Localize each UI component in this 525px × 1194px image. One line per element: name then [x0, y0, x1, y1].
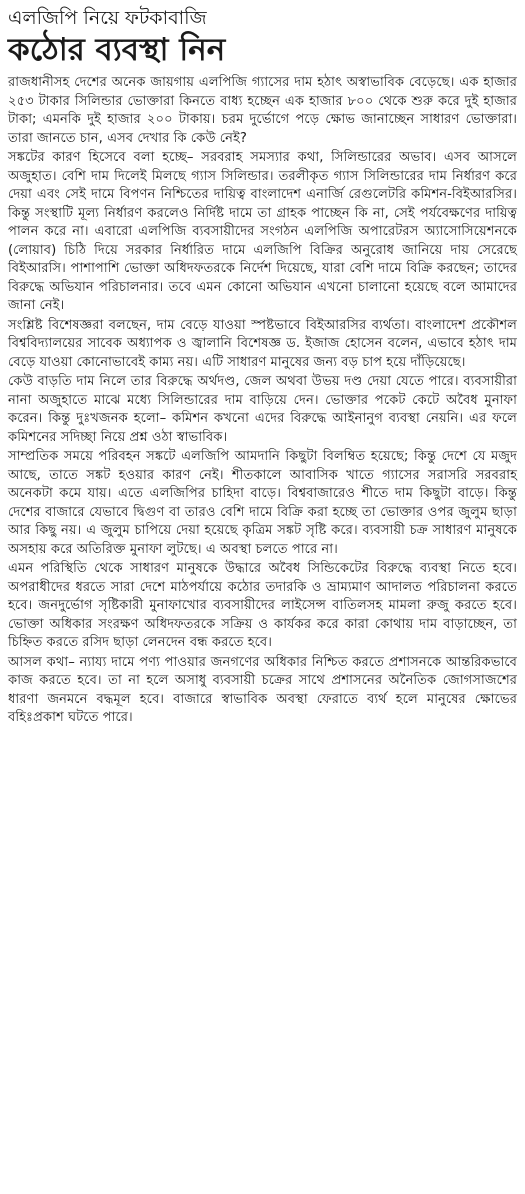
- article-paragraph-6: এমন পরিস্থিতি থেকে সাধারণ মানুষকে উদ্ধারে অবৈধ সিন্ডিকেটের বিরুদ্ধে ব্যবস্থা নিতে হবে। অপরাধীদের ধরতে সারা দেশে মাঠপর্যায়ে কঠোর তদারকি ও ভ্রাম্যমাণ আদালত পরিচালনা করতে হবে। জনদুর্ভোগ সৃষ্টিকারী মুনাফাখোর ব্যবসায়ীদের লাইসেন্স বাতিলসহ মামলা রুজু করতে হবে। ভোক্তা অধিকার সংরক্ষণ অধিদফতরকে সক্রিয় ও কার্যকর করে কারা কোথায় দাম বাড়াচ্ছেন, তা চিহ্নিত করতে রসিদ ছাড়া লেনদেন বন্ধ করতে হবে।: [8, 561, 517, 650]
- article-paragraph-7: আসল কথা– ন্যায্য দামে পণ্য পাওয়ার জনগণের অধিকার নিশ্চিত করতে প্রশাসনকে আন্তরিকভাবে কাজ করতে হবে। তা না হলে অসাধু ব্যবসায়ী চক্রের সাথে প্রশাসনের অনৈতিক জোগসাজশের ধারণা জনমনে বদ্ধমূল হবে। বাজারে স্বাভাবিক অবস্থা ফেরাতে ব্যর্থ হলে মানুষের ক্ষোভের বহিঃপ্রকাশ ঘটতে পারে।: [8, 654, 517, 725]
- article-paragraph-3: সংশ্লিষ্ট বিশেষজ্ঞরা বলছেন, দাম বেড়ে যাওয়া স্পষ্টভাবে বিইআরসির ব্যর্থতা। বাংলাদেশ প্রকৌশল বিশ্ববিদ্যালয়ের সাবেক অধ্যাপক ও জ্বালানি বিশেষজ্ঞ ড. ইজাজ হোসেন বলেন, এভাবে হঠাৎ দাম বেড়ে যাওয়া কোনোভাবেই কাম্য নয়। এটি সাধারণ মানুষের জন্য বড় চাপ হয়ে দাঁড়িয়েছে।: [8, 317, 517, 370]
- article-paragraph-1: রাজধানীসহ দেশের অনেক জায়গায় এলপিজি গ্যাসের দাম হঠাৎ অস্বাভাবিক বেড়েছে। এক হাজার ২৫৩ টাকার সিলিন্ডার ভোক্তারা কিনতে বাধ্য হচ্ছেন এক হাজার ৮০০ থেকে শুরু করে দুই হাজার টাকা; এমনকি দুই হাজার ২০০ টাকায়। চরম দুর্ভোগে পড়ে ক্ষোভ জানাচ্ছেন সাধারণ ভোক্তারা। তারা জানতে চান, এসব দেখার কি কেউ নেই?: [8, 75, 517, 146]
- article-body: [8, 74, 517, 728]
- article-kicker: এলজিপি নিয়ে ফটকাবাজি: [8, 7, 207, 29]
- article-paragraph-5: সাম্প্রতিক সময়ে পরিবহন সঙ্কটে এলজিপি আমদানি কিছুটা বিলম্বিত হয়েছে; কিন্তু দেশে যে মজুদ আছে, তাতে সঙ্কট হওয়ার কারণ নেই। শীতকালে আবাসিক খাতে গ্যাসের সরাসরি সরবরাহ অনেকটা কমে যায়। এতে এলজিপির চাহিদা বাড়ে। বিশ্ববাজারেও শীতে দাম কিছুটা বাড়ে। কিন্তু দেশের বাজারে যেভাবে দ্বিগুণ বা তারও বেশি দামে বিক্রি করা হচ্ছে তা ভোক্তার ওপর জুলুম ছাড়া আর কিছু নয়। এ জুলুম চাপিয়ে দেয়া হয়েছে কৃত্রিম সঙ্কট সৃষ্টি করে। ব্যবসায়ী চক্র সাধারণ মানুষকে অসহায় করে অতিরিক্ত মুনাফা লুটছে। এ অবস্থা চলতে পারে না।: [8, 449, 517, 557]
- article-paragraph-4: কেউ বাড়তি দাম নিলে তার বিরুদ্ধে অর্থদণ্ড, জেল অথবা উভয় দণ্ড দেয়া যেতে পারে। ব্যবসায়ীরা নানা অজুহাতে মাঝে মধ্যে সিলিন্ডারের দাম বাড়িয়ে দেন। ভোক্তার পকেট কেটে অবৈধ মুনাফা করেন। কিন্তু দুঃখজনক হলো– কমিশন কখনো এদের বিরুদ্ধে আইনানুগ ব্যবস্থা নেয়নি। এর ফলে কমিশনের সদিচ্ছা নিয়ে প্রশ্ন ওঠা স্বাভাবিক।: [8, 374, 517, 445]
- article-headline: কঠোর ব্যবস্থা নিন: [8, 32, 226, 68]
- article-paragraph-2: সঙ্কটের কারণ হিসেবে বলা হচ্ছে– সরবরাহ সমস্যার কথা, সিলিন্ডারের অভাব। এসব আসলে অজুহাত। বেশি দাম দিলেই মিলছে গ্যাস সিলিন্ডার। তরলীকৃত গ্যাস সিলিন্ডারের দাম নির্ধারণ করে দেয়া এবং সেই দামে বিপণন নিশ্চিতের দায়িত্ব বাংলাদেশ এনার্জি রেগুলেটরি কমিশন-বিইআরসির। কিন্তু সংস্থাটি মূল্য নির্ধারণ করলেও নির্দিষ্ট দামে তা গ্রাহক পাচ্ছেন কি না, সেই পর্যবেক্ষণের দায়িত্ব পালন করে না। এবারো এলপিজি ব্যবসায়ীদের সংগঠন এলপিজি অপারেটরস অ্যাসোসিয়েশনকে (লোয়াব) চিঠি দিয়ে সরকার নির্ধারিত দামে এলজিপি বিক্রির অনুরোধ জানিয়ে দায় সেরেছে বিইআরসি। পাশাপাশি ভোক্তা অধিদফতরকে নির্দেশ দিয়েছে, যারা বেশি দামে বিক্রি করছেন; তাদের বিরুদ্ধে অভিযান পরিচালনার। তবে এমন কোনো অভিযান এখনো চালানো হয়েছে বলে আমাদের জানা নেই।: [8, 150, 517, 313]
